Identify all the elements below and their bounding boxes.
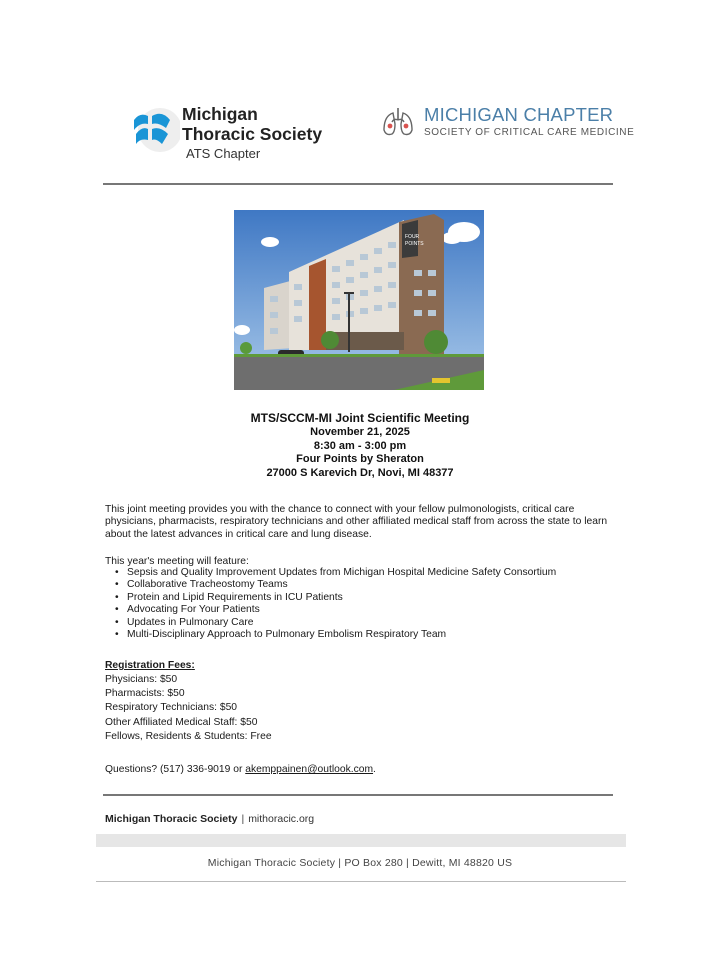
- mts-subtitle: ATS Chapter: [186, 146, 261, 161]
- contact-suffix: .: [373, 764, 376, 775]
- feature-item: • Sepsis and Quality Improvement Updates from Michigan Hospital Medicine Safety Consortium: [127, 567, 642, 579]
- mts-name-line1: Michigan: [182, 104, 258, 124]
- sccm-name: MICHIGAN CHAPTER: [424, 104, 614, 125]
- footer-website-link[interactable]: mithoracic.org: [248, 813, 315, 825]
- fees-heading-text: Registration Fees: [105, 660, 192, 671]
- mts-name-line2: Thoracic Society: [182, 124, 323, 144]
- fee-item: Pharmacists: $50: [105, 688, 185, 700]
- contact-email-link[interactable]: akemppainen@outlook.com: [245, 764, 374, 775]
- event-date: November 21, 2025: [310, 426, 410, 438]
- event-venue: Four Points by Sheraton: [296, 453, 424, 465]
- footer-address: Michigan Thoracic Society | PO Box 280 | Dewitt, MI 48820 US: [207, 857, 513, 869]
- sccm-logo: [380, 100, 635, 144]
- footer-org: [105, 813, 314, 825]
- footer-band: [96, 834, 626, 847]
- fee-item: Fellows, Residents & Students: Free: [105, 730, 272, 742]
- fees-list: [105, 673, 620, 744]
- footer-divider: [103, 794, 613, 796]
- address-divider: [96, 881, 626, 882]
- fee-item: Respiratory Technicians: $50: [105, 702, 238, 714]
- footer-separator: |: [241, 813, 245, 825]
- fees-heading-colon: :: [191, 660, 195, 671]
- features-list: [105, 567, 642, 641]
- feature-item: • Advocating For Your Patients: [127, 604, 642, 616]
- lungs-logo-icon: [130, 102, 180, 152]
- event-address: 27000 S Karevich Dr, Novi, MI 48377: [266, 466, 454, 479]
- fee-item: Other Affiliated Medical Staff: $50: [105, 716, 258, 728]
- sccm-subtitle: SOCIETY OF CRITICAL CARE MEDICINE: [424, 127, 635, 138]
- feature-item: • Collaborative Tracheostomy Teams: [127, 579, 642, 591]
- contact-line: [105, 764, 620, 776]
- contact-prefix: Questions? (517) 336-9019 or: [105, 764, 246, 775]
- fees-heading: [105, 660, 620, 672]
- feature-item: • Updates in Pulmonary Care: [127, 617, 642, 629]
- lungs-outline-icon: [380, 104, 416, 140]
- event-time: 8:30 am - 3:00 pm: [313, 439, 407, 452]
- features-heading: This year's meeting will feature:: [105, 556, 249, 567]
- hotel-building-image: [234, 210, 484, 390]
- header-divider: [103, 183, 613, 185]
- mts-logo: [130, 92, 330, 164]
- event-details: [0, 410, 720, 480]
- fee-item: Physicians: $50: [105, 674, 178, 685]
- event-title: MTS/SCCM-MI Joint Scientific Meeting: [250, 411, 470, 425]
- intro-paragraph: This joint meeting provides you with the chance to connect with your fellow pulmonologists, critical care physicians, pharmacists, respiratory technicians and other affiliated medical staff from across the state to learn about the latest advances in critical care and lung disease.: [105, 504, 608, 540]
- feature-item: • Protein and Lipid Requirements in ICU Patients: [127, 592, 642, 604]
- footer-org-name: Michigan Thoracic Society: [105, 813, 238, 825]
- svg-text:POINTS: POINTS: [405, 241, 424, 247]
- feature-item: • Multi-Disciplinary Approach to Pulmonary Embolism Respiratory Team: [127, 629, 642, 641]
- svg-text:FOUR: FOUR: [405, 234, 420, 240]
